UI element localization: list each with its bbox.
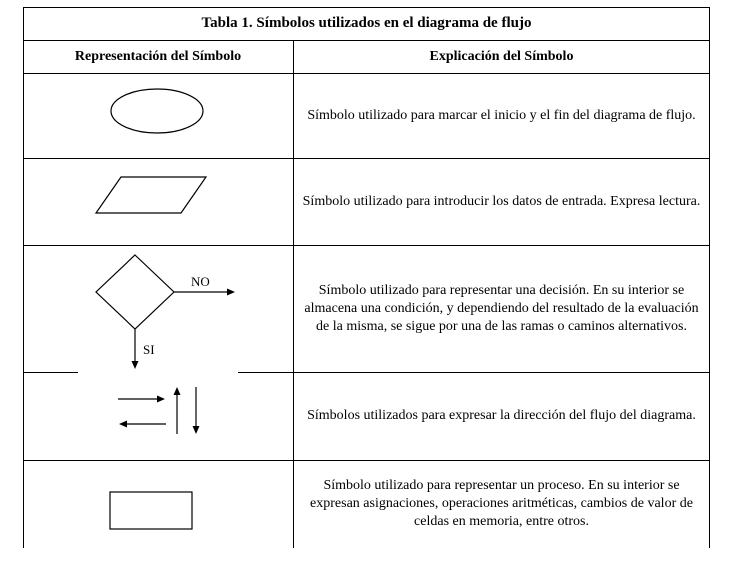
parallelogram-symbol (23, 158, 293, 245)
symbol-cell-ellipse (23, 73, 293, 158)
label-no: NO (191, 274, 210, 289)
explanation-arrows: Símbolos utilizados para expresar la dirección del flujo del diagrama. (307, 408, 696, 423)
flow-arrows-symbol (23, 372, 293, 460)
explanation-ellipse: Símbolo utilizado para marcar el inicio y el fin del diagrama de flujo. (307, 107, 696, 123)
symbol-cell-decision (23, 245, 293, 372)
symbols-table (23, 7, 710, 548)
ellipse-symbol (23, 73, 293, 158)
label-si: SI (143, 342, 155, 357)
symbol-cell-parallelogram (23, 158, 293, 245)
table-title: Tabla 1. Símbolos utilizados en el diagrama de flujo (201, 15, 532, 31)
explanation-parallelogram: Símbolo utilizado para introducir los datos de entrada. Expresa lectura. (302, 193, 701, 209)
explanation-decision: Símbolo utilizado para representar una decisión. En su interior se almacena una condición, y dependiendo del resultado de la evaluación de la misma, se sigue por una de las ramas o caminos alternativos. (304, 282, 699, 334)
symbol-cell-arrows (23, 372, 293, 460)
decision-symbol (23, 245, 293, 372)
column-header-explanation: Explicación del Símbolo (429, 48, 574, 64)
column-header-symbol: Representación del Símbolo (74, 48, 242, 64)
symbol-cell-process (23, 460, 293, 548)
diamond-shape (96, 255, 174, 329)
process-rectangle-symbol (23, 460, 293, 548)
explanation-process: Símbolo utilizado para representar un proceso. En su interior se expresan asignaciones, operaciones aritméticas, cambios de valor de celdas en memoria, entre otros. (310, 478, 693, 529)
